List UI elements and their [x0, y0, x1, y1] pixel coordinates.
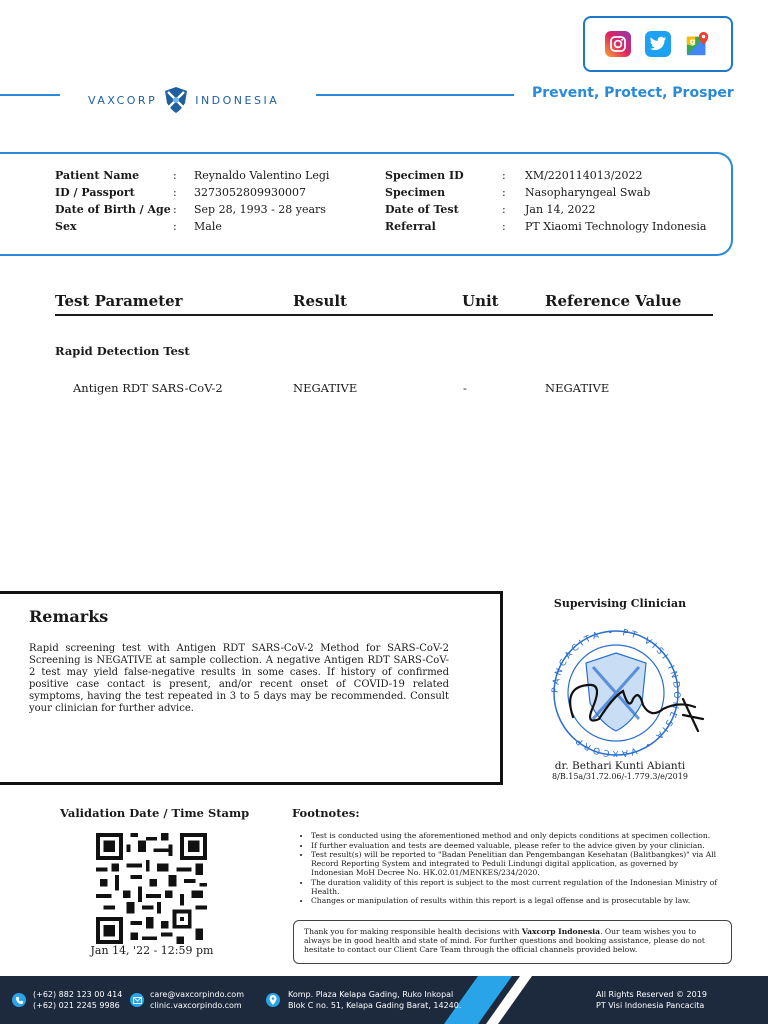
clinic-stamp-signature [533, 627, 713, 757]
brand-logo [88, 86, 279, 114]
specimen-id-value: XM/220114013/2022 [525, 169, 643, 182]
separator: : [502, 186, 506, 199]
phone-1[interactable]: (+62) 882 123 00 414 [33, 990, 123, 999]
footnotes-list [300, 831, 718, 906]
validation-qr-code[interactable] [96, 833, 207, 944]
col-reference-value: Reference Value [545, 292, 682, 310]
remarks-title: Remarks [29, 607, 109, 626]
svg-text:PANCACITA • PT VISI INDONESIA: PANCACITA • PT VISI INDONESIA • VAXCORP [550, 627, 682, 757]
id-passport-label: ID / Passport [55, 186, 135, 199]
id-passport-value: 3273052809930007 [194, 186, 306, 199]
separator: : [502, 203, 506, 216]
clinician-license: 8/B.15a/31.72.06/-1.779.3/e/2019 [552, 772, 688, 781]
google-maps-icon[interactable] [685, 31, 711, 57]
whatsapp-icon [12, 993, 26, 1007]
brand-name-left: VAXCORP [88, 93, 158, 107]
sex-value: Male [194, 220, 222, 233]
table-section-title: Rapid Detection Test [55, 344, 190, 358]
separator: : [502, 220, 506, 233]
validation-timestamp: Jan 14, '22 - 12:59 pm [90, 944, 214, 957]
footnote-item: • The duration validity of this report is subject to the most current regulation of the Indonesian Ministry of Health. [311, 878, 718, 896]
specimen-id-label: Specimen ID [385, 169, 464, 182]
footnote-item: • Test is conducted using the aforementioned method and only depicts conditions at specimen collection. [311, 831, 718, 840]
separator: : [173, 220, 177, 233]
address-line-1: Komp. Plaza Kelapa Gading, Ruko Inkopal [288, 990, 454, 999]
remarks-text: Rapid screening test with Antigen RDT SARS-CoV-2 Method for SARS-CoV-2 Screening is NEGATIVE at sample collection. A negative Antigen RDT SARS-CoV-2 test may yield false-negative results in some cases. If history of confirmed positive case contact is present, and/or recent onset of COVID-19 related symptoms, having the test repeated in 3 to 5 days may be recommended. Consult your clinician for further advice. [29, 643, 449, 714]
results-table-header [55, 292, 713, 316]
col-result: Result [293, 292, 347, 310]
copyright-line-2: PT Visi Indonesia Pancacita [596, 1001, 705, 1010]
vaxcorp-shield-icon [163, 86, 189, 114]
svg-text:g: g [689, 36, 696, 46]
specimen-label: Specimen [385, 186, 446, 199]
dob-age-label: Date of Birth / Age [55, 203, 171, 216]
sex-label: Sex [55, 220, 77, 233]
twitter-icon[interactable] [645, 31, 671, 57]
date-of-test-label: Date of Test [385, 203, 459, 216]
clinician-name: dr. Bethari Kunti Abianti [554, 760, 686, 772]
address-line-2: Blok C no. 51, Kelapa Gading Barat, 14240. [288, 1001, 462, 1010]
row-unit: - [463, 381, 467, 395]
footnote-item: • Changes or manipulation of results within this report is a legal offense and is prosecutable by law. [311, 896, 718, 905]
supervising-clinician-title: Supervising Clinician [553, 597, 687, 610]
col-test-parameter: Test Parameter [55, 292, 183, 310]
contact-footer [0, 976, 768, 1024]
header-rule-left [0, 94, 60, 96]
row-parameter: Antigen RDT SARS-CoV-2 [73, 381, 223, 395]
validation-title: Validation Date / Time Stamp [60, 806, 250, 820]
email-icon [130, 993, 144, 1007]
date-of-test-value: Jan 14, 2022 [525, 203, 596, 216]
tagline: Prevent, Protect, Prosper [532, 85, 734, 101]
footnotes-title: Footnotes: [292, 806, 360, 820]
footnote-item: • Test result(s) will be reported to "Badan Penelitian dan Pengembangan Kesehatan (Balitbangkes)" via All Record Reporting System and integrated to Peduli Lindungi digital application, as governed by Indonesian MoH Decree No. HK.02.01/MENKES/234/2020. [311, 850, 718, 877]
header-rule-right [316, 94, 514, 96]
phone-2[interactable]: (+62) 021 2245 9986 [33, 1001, 120, 1010]
specimen-value: Nasopharyngeal Swab [525, 186, 651, 199]
separator: : [173, 186, 177, 199]
instagram-icon[interactable] [605, 31, 631, 57]
referral-value: PT Xiaomi Technology Indonesia [525, 220, 707, 233]
patient-name-label: Patient Name [55, 169, 140, 182]
brand-name-right: INDONESIA [195, 93, 280, 107]
separator: : [502, 169, 506, 182]
thanks-text-post: . Our team wishes you to always be in good health and state of mind. For further questions and booking assistance, please do not hesitate to contact our Client Care Team through the official channels provided below. [304, 927, 705, 954]
separator: : [173, 169, 177, 182]
patient-name-value: Reynaldo Valentino Legi [194, 169, 330, 182]
col-unit: Unit [462, 292, 499, 310]
thanks-text-pre: Thank you for making responsible health decisions with [304, 927, 522, 936]
separator: : [173, 203, 177, 216]
location-pin-icon [266, 993, 280, 1007]
social-links-box [583, 16, 733, 72]
dob-age-value: Sep 28, 1993 - 28 years [194, 203, 326, 216]
copyright-line-1: All Rights Reserved © 2019 [596, 990, 707, 999]
referral-label: Referral [385, 220, 436, 233]
footnote-item: • If further evaluation and tests are deemed valuable, please refer to the advice given by your clinician. [311, 841, 718, 850]
thanks-brand: Vaxcorp Indonesia [521, 927, 601, 936]
thank-you-note [293, 920, 732, 964]
row-result: NEGATIVE [293, 381, 358, 395]
footer-stripes-decoration [420, 976, 560, 1024]
email-1[interactable]: care@vaxcorpindo.com [150, 990, 244, 999]
website-link[interactable]: clinic.vaxcorpindo.com [150, 1001, 242, 1010]
row-reference: NEGATIVE [545, 381, 610, 395]
